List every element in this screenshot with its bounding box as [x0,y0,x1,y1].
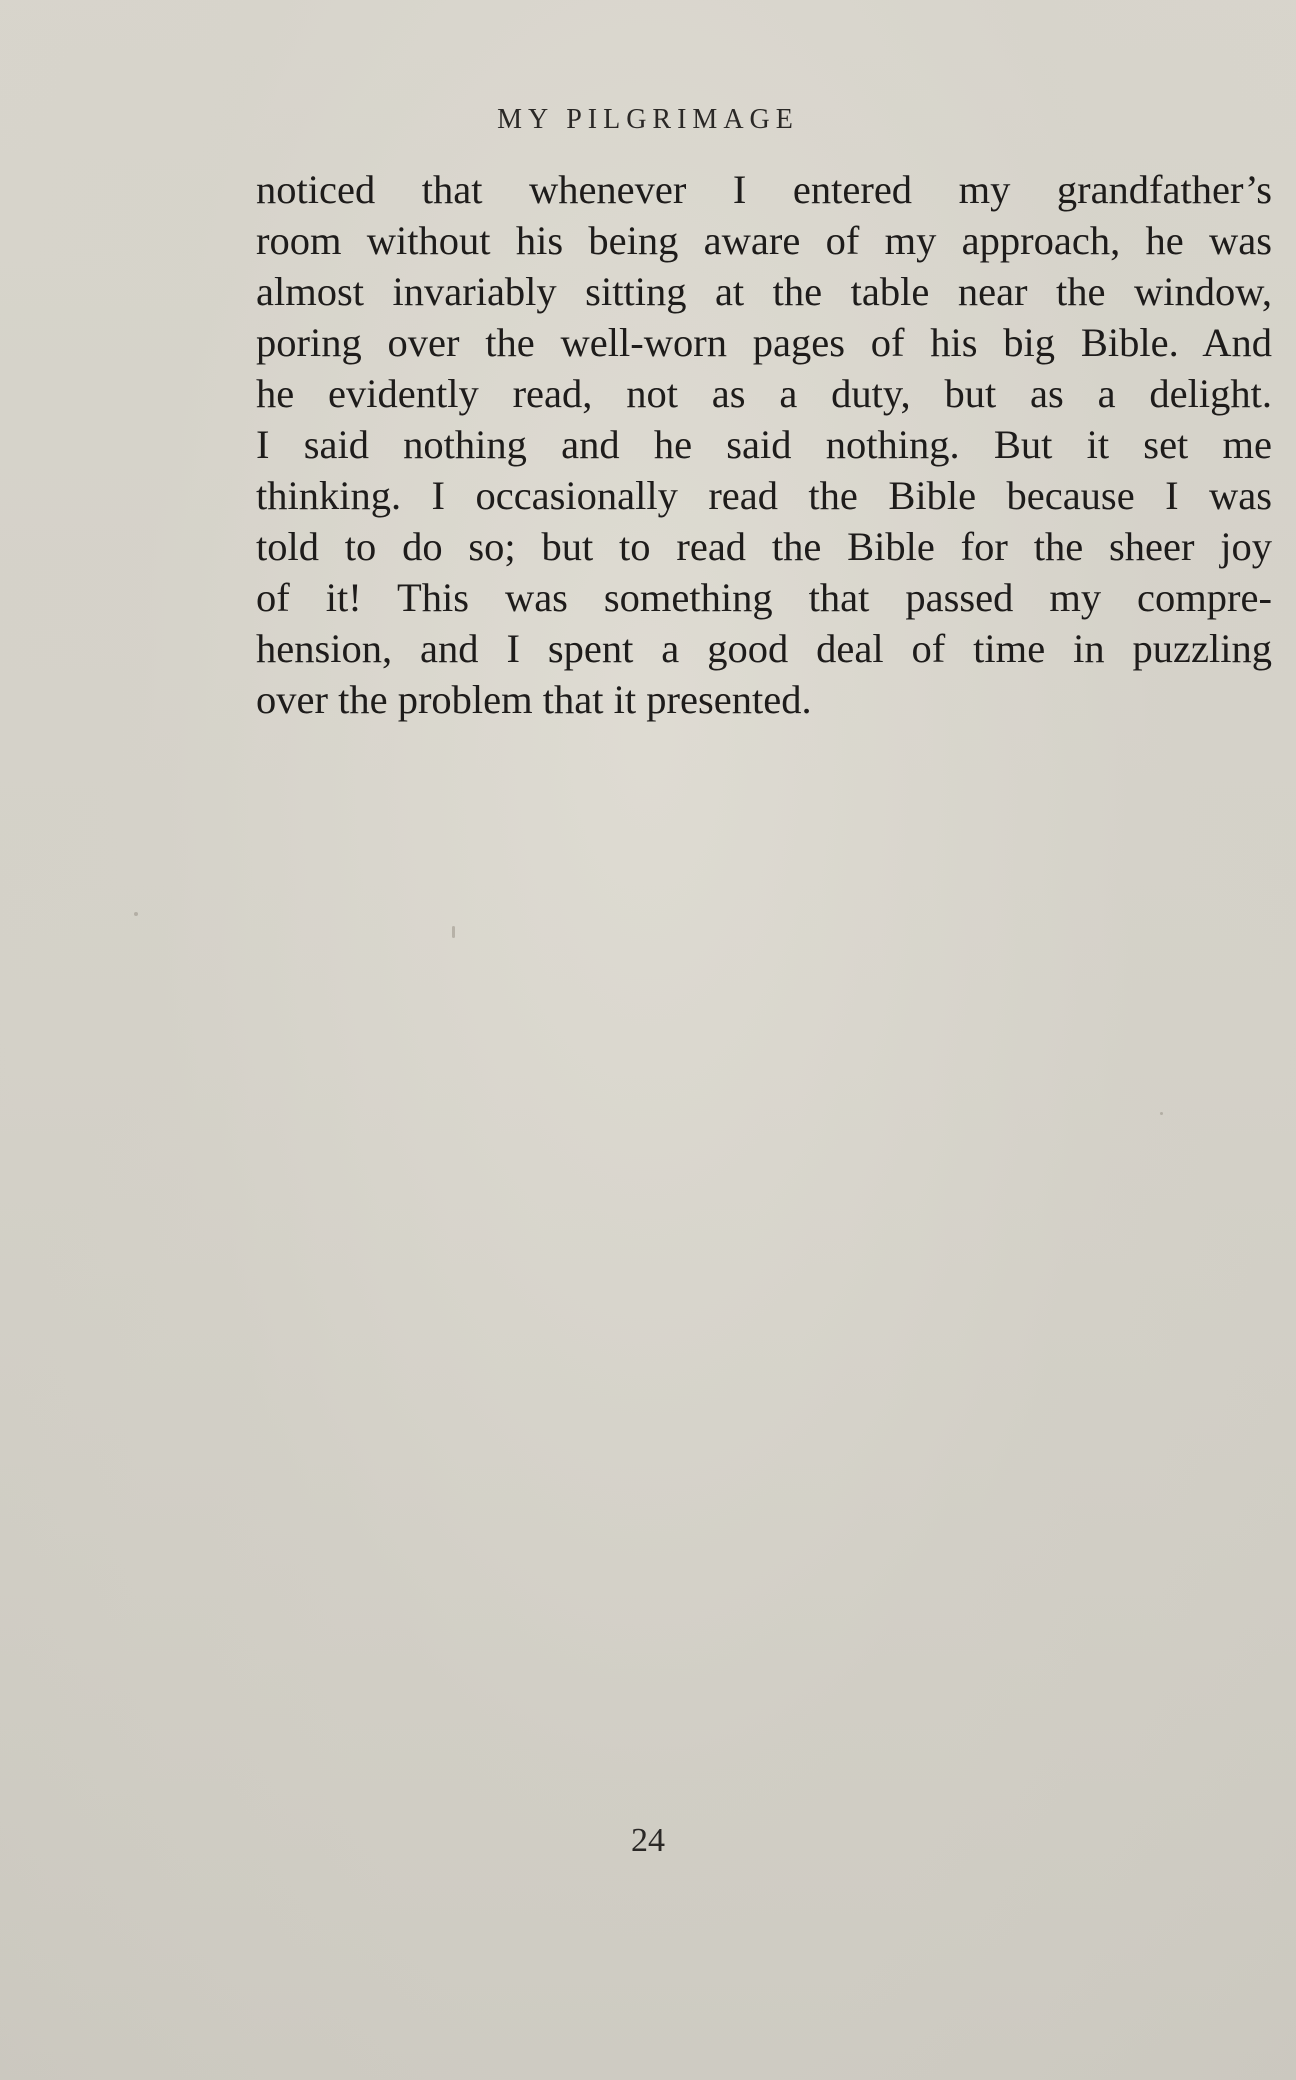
text-line: thinking. I occasionally read the Bible because I was [256,473,1272,518]
body-text [256,164,1272,725]
text-line: noticed that whenever I entered my grandfather’s [256,167,1272,212]
paper-speck [134,912,138,916]
text-line: of it! This was something that passed my compre- [256,575,1272,620]
running-head: MY PILGRIMAGE [497,104,799,135]
text-line: almost invariably sitting at the table near the window, [256,269,1272,314]
text-line: over the problem that it presented. [256,677,812,722]
text-line: told to do so; but to read the Bible for the sheer joy [256,524,1272,569]
text-line: hension, and I spent a good deal of time in puzzling [256,626,1272,671]
paper-speck [452,926,455,938]
text-line: I said nothing and he said nothing. But it set me [256,422,1272,467]
page-number: 24 [631,1822,665,1859]
text-line: room without his being aware of my approach, he was [256,218,1272,263]
paper-speck [1160,1112,1163,1115]
text-line: poring over the well-worn pages of his big Bible. And [256,320,1272,365]
text-line: he evidently read, not as a duty, but as a delight. [256,371,1272,416]
